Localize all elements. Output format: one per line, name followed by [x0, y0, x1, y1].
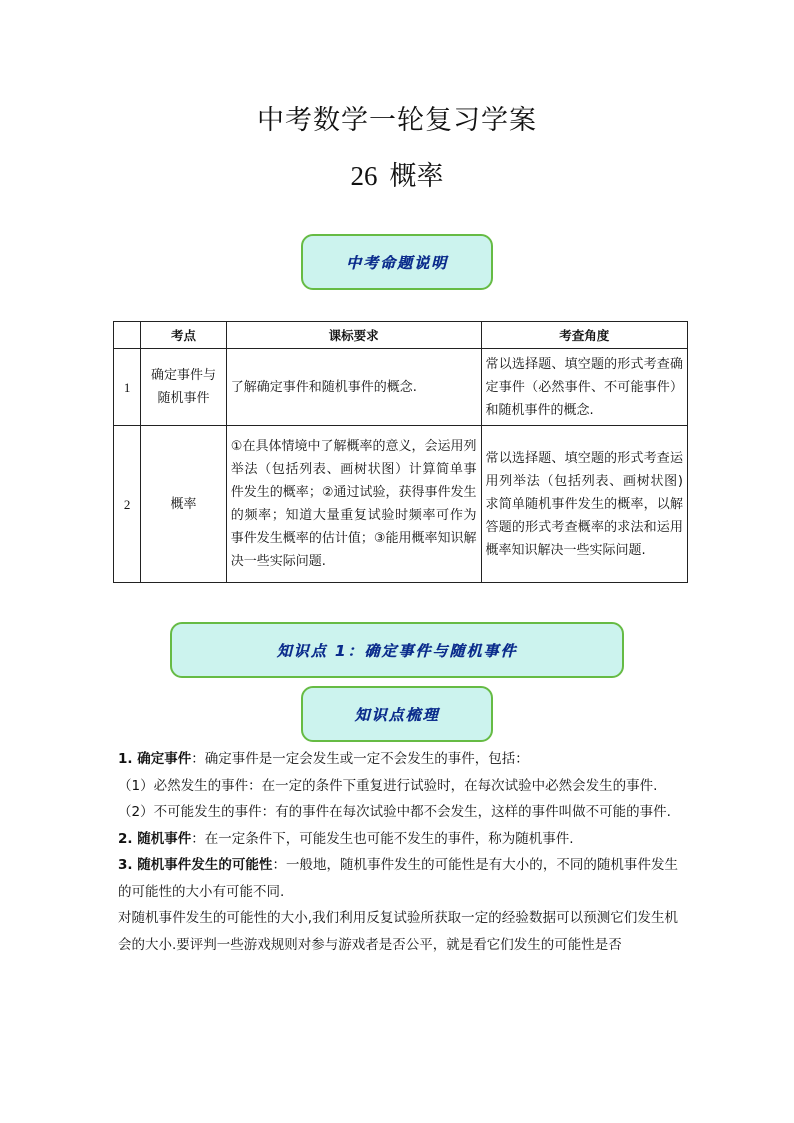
term-label: 3. 随机事件发生的可能性 — [118, 857, 273, 873]
header-index — [114, 322, 141, 349]
paragraph-certain-event: （1）必然发生的事件：在一定的条件下重复进行试验时，在每次试验中必然会发生的事件. — [118, 777, 658, 794]
chapter-title: 概率 — [389, 161, 444, 192]
header-angle: 考查角度 — [481, 322, 687, 349]
table-row — [114, 349, 688, 426]
paragraph-likelihood — [118, 852, 678, 905]
row-angle: 常以选择题、填空题的形式考查运用列举法（包括列表、画树状图)求简单随机事件发生的概率，以解答题的形式考查概率的求法和运用概率知识解决一些实际问题. — [481, 426, 687, 583]
chapter-number: 26 — [350, 161, 378, 191]
paragraph-definite-event — [118, 746, 678, 773]
chapter-heading — [0, 154, 794, 193]
content-section — [118, 746, 678, 958]
row-topic: 概率 — [141, 426, 227, 583]
row-topic: 确定事件与随机事件 — [141, 349, 227, 426]
paragraph-random-event — [118, 826, 678, 853]
term-definition: ：一般地，随机事件发生的可能性是有大小的，不同的随机事件发生的可能性的大小有可能不同. — [118, 857, 678, 900]
term-definition: ：确定事件是一定会发生或一定不会发生的事件，包括： — [191, 751, 529, 767]
table-row — [114, 426, 688, 583]
row-index: 2 — [114, 426, 141, 583]
row-angle: 常以选择题、填空题的形式考查确定事件（必然事件、不可能事件）和随机事件的概念. — [481, 349, 687, 426]
row-index: 1 — [114, 349, 141, 426]
knowledge-review-banner: 知识点梳理 — [301, 686, 493, 742]
paragraph-prediction: 对随机事件发生的可能性的大小,我们利用反复试验所获取一定的经验数据可以预测它们发生机会的大小.要评判一些游戏规则对参与游戏者是否公平，就是看它们发生的可能性是否 — [118, 910, 678, 953]
paragraph-impossible-event: （2）不可能发生的事件：有的事件在每次试验中都不会发生，这样的事件叫做不可能的事件. — [118, 804, 671, 820]
row-requirement: ①在具体情境中了解概率的意义，会运用列举法（包括列表、画树状图）计算简单事件发生的概率；②通过试验，获得事件发生的频率；知道大量重复试验时频率可作为事件发生概率的估计值；③能用概率知识解决一些实际问题. — [226, 426, 481, 583]
term-label: 2. 随机事件 — [118, 830, 192, 847]
term-label: 1. 确定事件 — [118, 751, 192, 767]
header-topic: 考点 — [141, 322, 227, 349]
row-requirement: 了解确定事件和随机事件的概念. — [226, 349, 481, 426]
table-header-row — [114, 322, 688, 349]
exam-description-banner: 中考命题说明 — [301, 234, 493, 290]
header-requirement: 课标要求 — [226, 322, 481, 349]
exam-points-table — [113, 321, 688, 583]
term-definition: ：在一定条件下，可能发生也可能不发生的事件，称为随机事件. — [191, 830, 574, 847]
document-title: 中考数学一轮复习学案 — [257, 105, 537, 136]
knowledge-point-banner: 知识点 1：确定事件与随机事件 — [170, 622, 624, 678]
